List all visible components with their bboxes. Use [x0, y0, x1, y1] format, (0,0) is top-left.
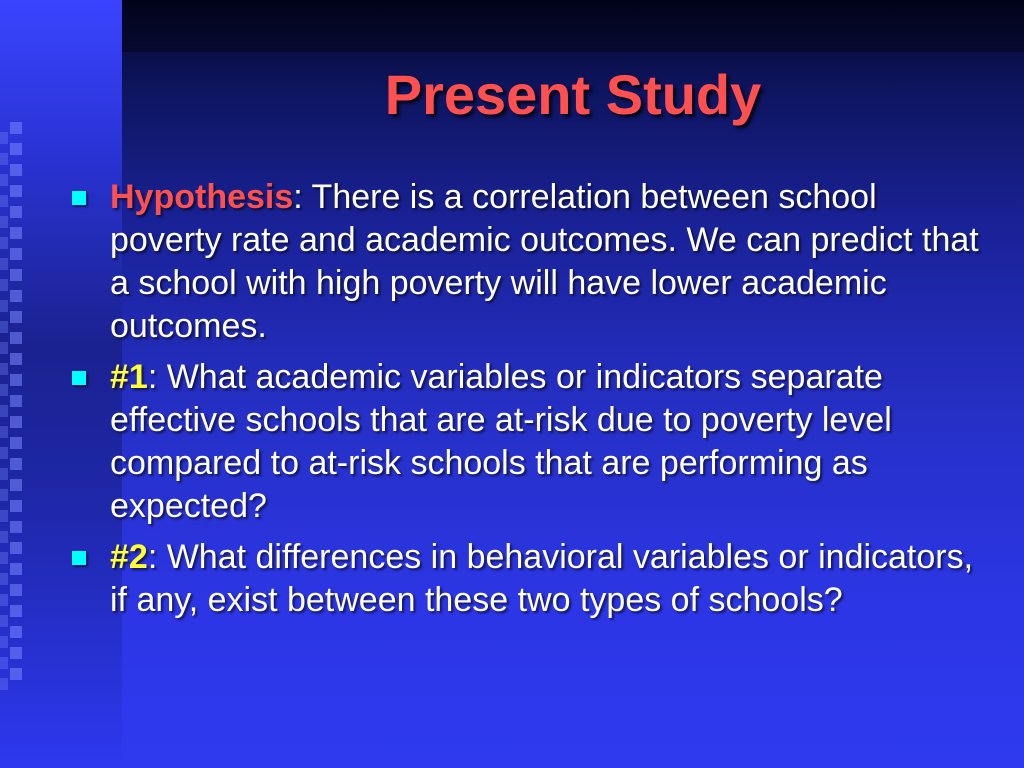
bullet-question-1 — [72, 356, 992, 528]
bullet-lead: #2 — [110, 538, 148, 576]
bullet-list — [72, 176, 992, 630]
decorative-squares — [10, 122, 30, 682]
bullet-lead: Hypothesis — [110, 178, 294, 216]
bullet-hypothesis — [72, 176, 992, 348]
decorative-squares-edge — [0, 132, 8, 692]
square-bullet-icon — [72, 371, 86, 385]
top-band — [0, 0, 1024, 52]
square-bullet-icon — [72, 191, 86, 205]
bullet-text: : What academic variables or indicators separate effective schools that are at-risk due to poverty level compared to at-risk schools that are performing as expected? — [110, 358, 892, 525]
bullet-lead: #1 — [110, 358, 148, 396]
bullet-text: : There is a correlation between school poverty rate and academic outcomes. We can predict that a school with high poverty will have lower academic outcomes. — [110, 178, 979, 345]
slide-title: Present Study — [384, 63, 762, 126]
square-bullet-icon — [72, 551, 86, 565]
bullet-question-2 — [72, 536, 992, 622]
bullet-text: : What differences in behavioral variables or indicators, if any, exist between these two types of schools? — [110, 538, 974, 619]
